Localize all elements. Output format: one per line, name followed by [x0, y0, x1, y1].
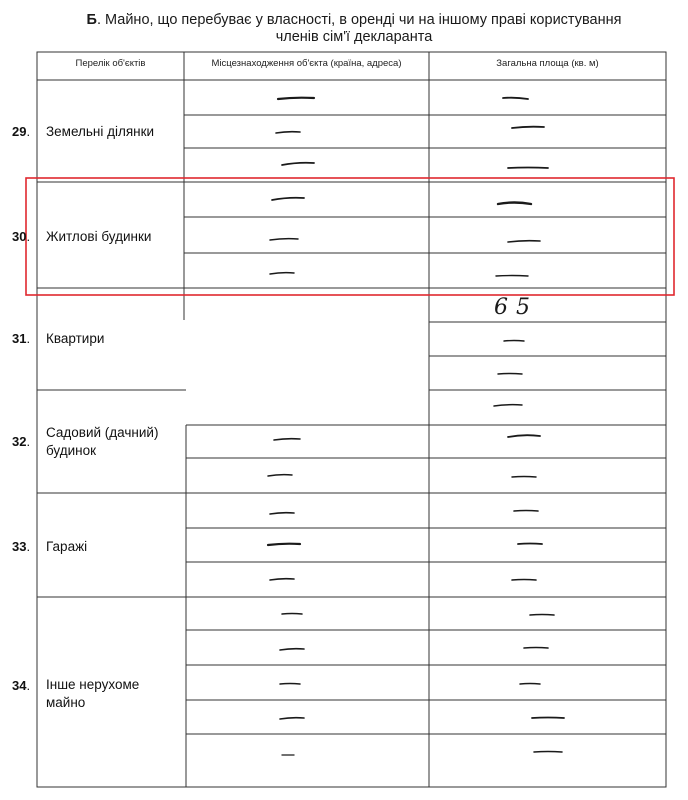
dash-mark: [272, 198, 304, 200]
row-number-31: 31.: [12, 331, 31, 346]
row-name-other-real-estate: Інше нерухоме майно: [46, 677, 140, 710]
handwritten-dashes: [268, 98, 564, 755]
row-number-32: 32.: [12, 434, 31, 449]
dash-mark: [512, 477, 536, 478]
dash-mark: [270, 513, 294, 514]
row-number-29: 29.: [12, 124, 31, 139]
dash-mark: [282, 614, 302, 615]
row-number-30: 30.: [12, 229, 31, 244]
row-name-garages: Гаражі: [46, 539, 88, 554]
dash-mark: [496, 276, 528, 277]
dash-mark: [280, 684, 300, 685]
section-title-line-2: членів сім'ї декларанта: [275, 29, 433, 45]
dash-mark: [498, 203, 531, 205]
column-header-location: Місцезнаходження об'єкта (країна, адреса): [211, 58, 402, 69]
row-name-garden-house: Садовий (дачний) будинок: [46, 425, 159, 458]
row-name-apartments: Квартири: [46, 331, 105, 346]
row-name-residential-houses: Житлові будинки: [46, 229, 152, 244]
row-name-land-plots: Земельні ділянки: [46, 124, 155, 139]
row-number-33: 33.: [12, 539, 31, 554]
dash-mark: [270, 239, 298, 240]
dash-mark: [494, 405, 522, 406]
column-header-objects: Перелік об'єктів: [75, 58, 146, 69]
column-header-area: Загальна площа (кв. м): [496, 58, 599, 69]
dash-mark: [278, 98, 314, 99]
dash-mark: [270, 273, 294, 274]
dash-mark: [508, 435, 540, 437]
dash-mark: [270, 579, 294, 580]
dash-mark: [274, 439, 300, 440]
dash-mark: [514, 511, 538, 512]
dash-mark: [520, 684, 540, 685]
dash-mark: [498, 374, 522, 375]
handwritten-area-value: 65: [494, 295, 538, 320]
section-title-line-1: Б. Майно, що перебуває у власності, в оренді чи на іншому праві користування: [86, 12, 622, 28]
dash-mark: [508, 168, 548, 169]
dash-mark: [280, 649, 304, 650]
dash-mark: [276, 132, 300, 133]
dash-mark: [530, 615, 554, 616]
dash-mark: [518, 544, 542, 545]
dash-mark: [504, 341, 524, 342]
dash-mark: [512, 127, 544, 128]
dash-mark: [512, 580, 536, 581]
dash-mark: [503, 98, 528, 99]
dash-mark: [268, 544, 300, 545]
dash-mark: [532, 718, 564, 719]
row-number-34: 34.: [12, 678, 31, 693]
dash-mark: [280, 718, 304, 719]
section-letter: Б: [86, 12, 97, 28]
dash-mark: [524, 648, 548, 649]
dash-mark: [268, 475, 292, 476]
dash-mark: [534, 752, 562, 753]
dash-mark: [282, 163, 314, 165]
dash-mark: [508, 241, 540, 242]
